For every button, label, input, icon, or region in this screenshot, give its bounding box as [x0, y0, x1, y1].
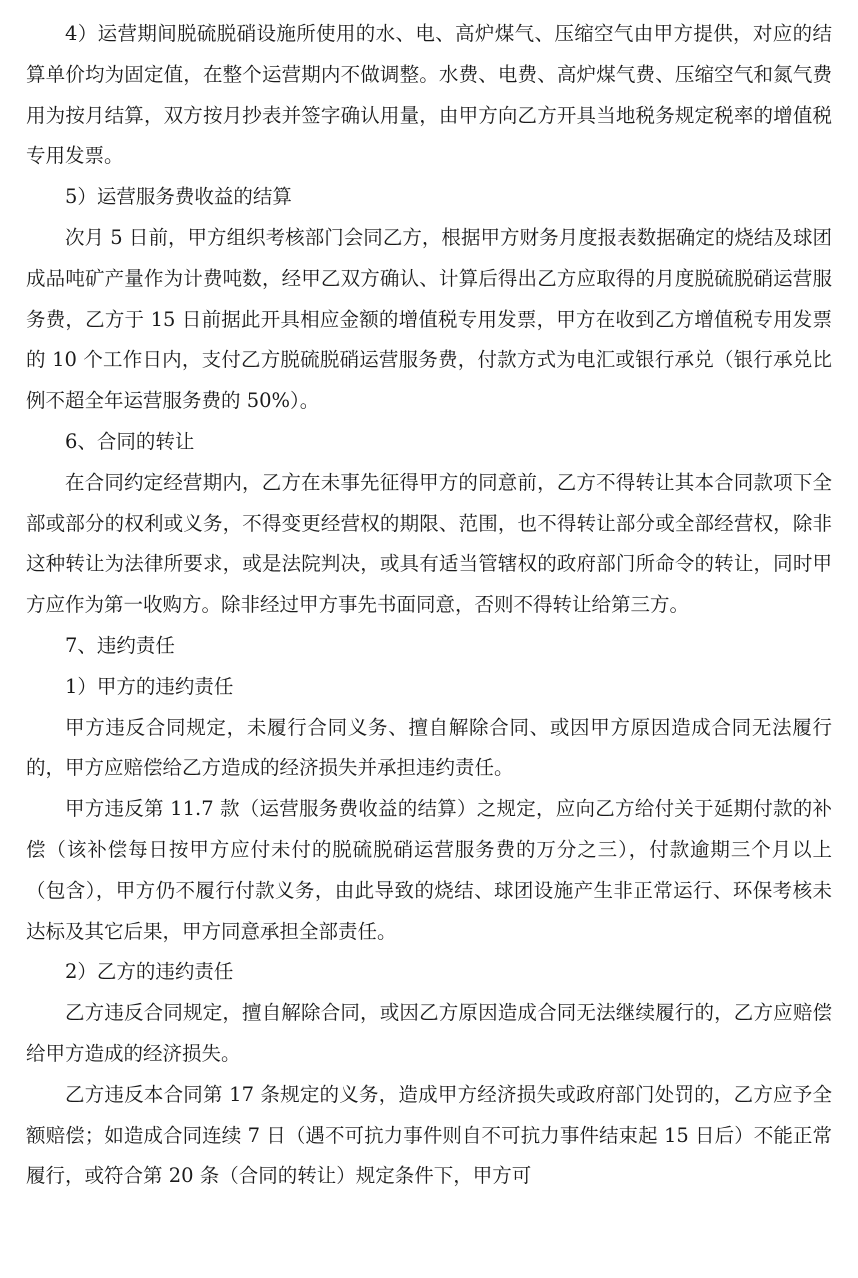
paragraph-contract-transfer: 在合同约定经营期内，乙方在未事先征得甲方的同意前，乙方不得转让其本合同款项下全部或部分的权利或义务，不得变更经营权的期限、范围，也不得转让部分或全部经营权，除非这种转让为法律所要求，或是法院判决，或具有适当管辖权的政府部门所命令的转让，同时甲方应作为第一收购方。除非经过甲方事先书面同意，否则不得转让给第三方。: [26, 470, 832, 617]
paragraph-party-a-liability-2: 甲方违反第 11.7 款（运营服务费收益的结算）之规定，应向乙方给付关于延期付款的补偿（该补偿每日按甲方应付未付的脱硫脱硝运营服务费的万分之三），付款逾期三个月以上（包含），甲方仍不履行付款义务，由此导致的烧结、球团设施产生非正常运行、环保考核未达标及其它后果，甲方同意承担全部责任。: [26, 797, 832, 943]
heading-contract-transfer: 6、合同的转让: [65, 429, 195, 453]
heading-party-a-liability: 1）甲方的违约责任: [65, 674, 234, 698]
heading-breach-liability: 7、违约责任: [65, 633, 175, 657]
paragraph-service-fee-settlement: 次月 5 日前，甲方组织考核部门会同乙方，根据甲方财务月度报表数据确定的烧结及球团成品吨矿产量作为计费吨数，经甲乙双方确认、计算后得出乙方应取得的月度脱硫脱硝运营服务费，乙方于 15 日前据此开具相应金额的增值税专用发票，甲方在收到乙方增值税专用发票的 10 个工作日内，支付乙方脱硫脱硝运营服务费，付款方式为电汇或银行承兑（银行承兑比例不超全年运营服务费的 50%）。: [26, 225, 832, 413]
heading-party-b-liability: 2）乙方的违约责任: [65, 960, 234, 984]
paragraph-party-b-liability-2: 乙方违反本合同第 17 条规定的义务，造成甲方经济损失或政府部门处罚的，乙方应予全额赔偿；如造成合同连续 7 日（遇不可抗力事件则自不可抗力事件结束起 15 日后）不能正常履行，或符合第 20 条（合同的转让）规定条件下，甲方可: [26, 1082, 832, 1188]
paragraph-utilities-settlement: 4）运营期间脱硫脱硝设施所使用的水、电、高炉煤气、压缩空气由甲方提供，对应的结算单价均为固定值，在整个运营期内不做调整。水费、电费、高炉煤气费、压缩空气和氮气费用为按月结算，双方按月抄表并签字确认用量，由甲方向乙方开具当地税务规定税率的增值税专用发票。: [26, 22, 832, 168]
paragraph-party-b-liability-1: 乙方违反合同规定，擅自解除合同，或因乙方原因造成合同无法继续履行的，乙方应赔偿给甲方造成的经济损失。: [26, 1001, 832, 1065]
paragraph-party-a-liability-1: 甲方违反合同规定，未履行合同义务、擅自解除合同、或因甲方原因造成合同无法履行的，甲方应赔偿给乙方造成的经济损失并承担违约责任。: [26, 715, 832, 780]
heading-service-fee-settlement: 5）运营服务费收益的结算: [65, 185, 292, 209]
